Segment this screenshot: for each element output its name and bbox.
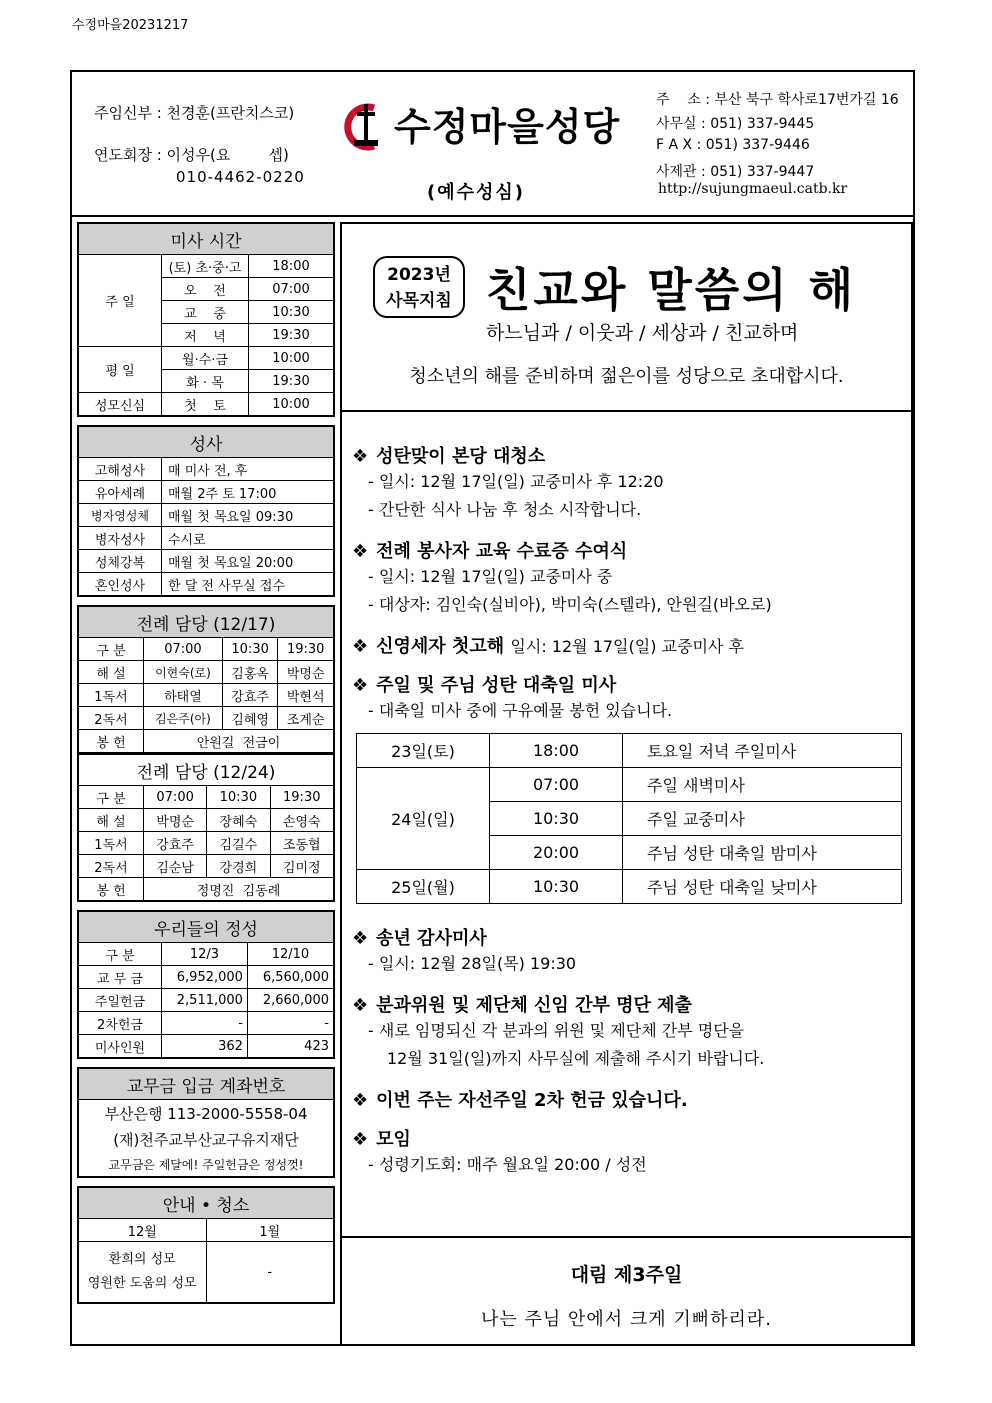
bulletin-frame [70,70,915,1346]
liturgy-head: 07:00 [144,786,207,809]
sacrament-name: 성체강복 [78,550,162,573]
website-link[interactable]: http://sujungmaeul.catb.kr [658,181,848,197]
banner-subtitle: 하느님과 / 이웃과 / 세상과 / 친교하며 [486,322,799,344]
offerings-value: 423 [247,1035,334,1059]
liturgy-person: 강효주 [222,684,277,707]
sunday-footer [342,1236,911,1346]
liturgy-head: 구 분 [78,786,144,809]
diamond-bullet-icon: ❖ [352,1090,369,1111]
liturgy-person: 김미정 [270,855,334,878]
diamond-bullet-icon: ❖ [352,541,369,562]
mass-day: 월·수·금 [162,347,249,370]
mass-day: 교 중 [162,301,249,324]
offerings-label: 교 무 금 [78,966,162,989]
liturgy-offering: 안원길 전금이 [144,730,335,754]
notice-title: ❖ 송년 감사미사 [352,928,487,949]
liturgy-role: 2독서 [78,707,144,730]
offerings-head: 12/3 [162,943,248,966]
liturgy-person: 강효주 [144,832,207,855]
liturgy-person: 조동협 [270,832,334,855]
liturgy-person: 손영숙 [270,809,334,832]
mass-time: 10:30 [490,870,623,904]
liturgy-head: 10:30 [222,638,277,661]
church-logo [344,96,644,156]
header [72,72,913,217]
marian-label: 성모신심 [78,393,162,417]
liturgy-person: 김순남 [144,855,207,878]
notice-line: - 일시: 12월 28일(목) 19:30 [368,954,577,973]
offerings-value: 2,511,000 [162,989,248,1012]
mass-time: 19:30 [249,324,335,347]
cleaning-head: 1월 [206,1219,334,1242]
cleaning-title: 안내 • 청소 [78,1187,334,1219]
sacrament-name: 병자영성체 [78,504,162,527]
liturgy-person: 박명순 [278,661,334,684]
account-note: 교무금은 제달에! 주일헌금은 정성껏! [108,1157,304,1172]
notice-line: - 일시: 12월 17일(일) 교중미사 후 12:20 [368,472,664,491]
liturgy-head: 구 분 [78,638,144,661]
liturgy-head: 19:30 [270,786,334,809]
notice-line: - 대축일 미사 중에 구유예물 봉헌 있습니다. [368,701,673,720]
liturgy-person: 김혜영 [222,707,277,730]
offerings-title: 우리들의 정성 [78,911,334,943]
liturgy-person: 김은주(아) [144,707,223,730]
mass-desc: 주님 성탄 대축일 낮미사 [623,870,902,904]
offerings-value: 6,560,000 [247,966,334,989]
liturgy-person: 박현석 [278,684,334,707]
notice-title: ❖ 주일 및 주님 성탄 대축일 미사 [352,675,617,696]
liturgy-person: 장혜숙 [207,809,270,832]
president-phone: 010-4462-0220 [176,168,305,186]
mass-day: (토) 초·중·고 [162,255,249,278]
liturgy-person: 김홍옥 [222,661,277,684]
cleaning-december [78,1242,206,1304]
sacrament-value: 매월 첫 목요일 20:00 [162,550,335,573]
notice-line: - 간단한 식사 나눔 후 청소 시작합니다. [368,500,642,519]
mass-time: 19:30 [249,370,335,393]
liturgy-head: 19:30 [278,638,334,661]
notice-line: - 일시: 12월 17일(일) 교중미사 중 [368,567,613,586]
liturgy-role: 해 설 [78,809,144,832]
left-column [77,222,335,1312]
mass-time: 18:00 [249,255,335,278]
cleaning-group: 영원한 도움의 성모 [87,1276,197,1291]
document-id: 수정마을20231217 [72,18,189,33]
cleaning-january: - [206,1242,334,1304]
offerings-value: 2,660,000 [247,989,334,1012]
offerings-value: - [247,1012,334,1035]
liturgy-head: 07:00 [144,638,223,661]
liturgy-person: 하태열 [144,684,223,707]
sunday-verse: 나는 주님 안에서 크게 기뻐하리라. [480,1309,773,1330]
liturgy-person: 조계순 [278,707,334,730]
diamond-bullet-icon: ❖ [352,928,369,949]
offerings-value: 362 [162,1035,248,1059]
sacrament-value: 매월 2주 토 17:00 [162,481,335,504]
liturgy-offering: 정명진 김동례 [144,878,335,902]
liturgy-title: 전례 담당 (12/24) [78,755,334,786]
liturgy-role: 2독서 [78,855,144,878]
notice-title: ❖ 이번 주는 자선주일 2차 헌금 있습니다. [352,1090,688,1111]
cleaning-table [77,1186,335,1304]
account-table [77,1067,335,1178]
liturgy-table-1224 [77,754,335,902]
offerings-table [77,910,335,1059]
mass-time: 10:00 [249,347,335,370]
christmas-mass-table [356,733,902,904]
liturgy-head: 10:30 [207,786,270,809]
liturgy-title: 전례 담당 (12/17) [78,606,334,638]
diamond-bullet-icon: ❖ [352,995,369,1016]
sacraments-title: 성사 [78,426,334,458]
mass-day: 첫 토 [162,393,249,417]
mass-desc: 주일 교중미사 [623,802,902,836]
account-title: 교무금 입금 계좌번호 [78,1068,334,1100]
mass-times-table [77,222,335,417]
pastoral-banner [342,224,911,412]
offerings-head: 12/10 [247,943,334,966]
sacrament-value: 매 미사 전, 후 [162,458,335,481]
mass-desc: 주님 성탄 대축일 밤미사 [623,836,902,870]
liturgy-role: 봉 헌 [78,878,144,902]
bank-account: 부산은행 113-2000-5558-04 [104,1104,308,1123]
diamond-bullet-icon: ❖ [352,636,369,657]
liturgy-role: 봉 헌 [78,730,144,754]
offerings-value: - [162,1012,248,1035]
cleaning-group: 환희의 성모 [108,1252,176,1267]
sacrament-name: 혼인성사 [78,573,162,597]
offerings-head: 구 분 [78,943,162,966]
office-phone: 사무실 : 051) 337-9445 [656,116,815,132]
pastor-name: 주임신부 : 천경훈(프란치스코) [94,104,295,122]
diamond-bullet-icon: ❖ [352,675,369,696]
liturgy-person: 이현숙(로) [144,661,223,684]
notice-content [352,442,902,1179]
offerings-value: 6,952,000 [162,966,248,989]
mass-time: 10:30 [249,301,335,324]
notice-title: ❖ 모임 [352,1129,411,1150]
sunday-title: 대림 제3주일 [570,1264,683,1286]
right-column [340,222,913,1346]
mass-day: 오 전 [162,278,249,301]
liturgy-role: 1독서 [78,832,144,855]
sacrament-name: 유아세례 [78,481,162,504]
president-name: 연도회장 : 이성우(요 셉) [94,146,289,164]
address: 주 소 : 부산 북구 학사로17번가길 16 [656,92,899,108]
mass-date: 25일(월) [357,870,490,904]
weekday-label: 평 일 [78,347,162,393]
mass-desc: 주일 새벽미사 [623,768,902,802]
liturgy-role: 1독서 [78,684,144,707]
diamond-bullet-icon: ❖ [352,446,369,467]
cleaning-head: 12월 [78,1219,206,1242]
church-emblem-icon [344,102,390,152]
mass-time: 20:00 [490,836,623,870]
mass-date: 23일(토) [357,734,490,768]
sacrament-name: 고해성사 [78,458,162,481]
mass-date: 24일(일) [357,768,490,870]
sacrament-value: 수시로 [162,527,335,550]
notice-line: 12월 31일(일)까지 사무실에 제출해 주시기 바랍니다. [387,1049,765,1068]
offerings-label: 2차헌금 [78,1012,162,1035]
mass-desc: 토요일 저녁 주일미사 [623,734,902,768]
account-holder: (재)천주교부산교구유지재단 [113,1130,299,1149]
mass-time: 18:00 [490,734,623,768]
notice-title: ❖ 전례 봉사자 교육 수료증 수여식 [352,541,628,562]
notice-title: ❖ 분과위원 및 제단체 신임 간부 명단 제출 [352,995,692,1016]
notice-title: ❖ 성탄맞이 본당 대청소 [352,446,546,467]
sacrament-name: 병자성사 [78,527,162,550]
sacrament-value: 매월 첫 목요일 09:30 [162,504,335,527]
liturgy-person: 강경희 [207,855,270,878]
notice-inline: 일시: 12월 17일(일) 교중미사 후 [510,637,744,656]
badge-year: 2023년 [387,265,451,285]
mass-time: 07:00 [249,278,335,301]
mass-time: 07:00 [490,768,623,802]
mass-times-title: 미사 시간 [78,223,334,255]
banner-title: 친교와 말씀의 해 [486,263,857,317]
sacrament-value: 한 달 전 사무실 접수 [162,573,335,597]
liturgy-table-1217 [77,605,335,754]
notice-line: - 새로 임명되신 각 분과의 위원 및 제단체 간부 명단을 [368,1021,745,1040]
mass-time: 10:30 [490,802,623,836]
liturgy-person: 김길수 [207,832,270,855]
notice-title: ❖ 신영세자 첫고해 일시: 12월 17일(일) 교중미사 후 [352,636,744,657]
sunday-label: 주 일 [78,255,162,347]
year-badge [373,256,465,318]
rectory-phone: 사제관 : 051) 337-9447 [656,164,815,180]
diamond-bullet-icon: ❖ [352,1129,369,1150]
offerings-label: 주일헌금 [78,989,162,1012]
motto: (예수성심) [427,182,526,203]
mass-day: 저 녁 [162,324,249,347]
banner-message: 청소년의 해를 준비하며 젊은이를 성당으로 초대합시다. [409,366,844,387]
mass-day: 화 · 목 [162,370,249,393]
fax-number: F A X : 051) 337-9446 [656,137,810,153]
mass-time: 10:00 [249,393,335,417]
badge-policy: 사목지침 [386,291,452,311]
notice-line: - 대상자: 김인숙(실비아), 박미숙(스텔라), 안원길(바오로) [368,595,772,614]
liturgy-person: 박명순 [144,809,207,832]
liturgy-role: 해 설 [78,661,144,684]
notice-line: - 성령기도회: 매주 월요일 20:00 / 성전 [368,1155,647,1174]
sacraments-table [77,425,335,597]
church-name: 수정마을성당 [394,105,621,149]
offerings-label: 미사인원 [78,1035,162,1059]
